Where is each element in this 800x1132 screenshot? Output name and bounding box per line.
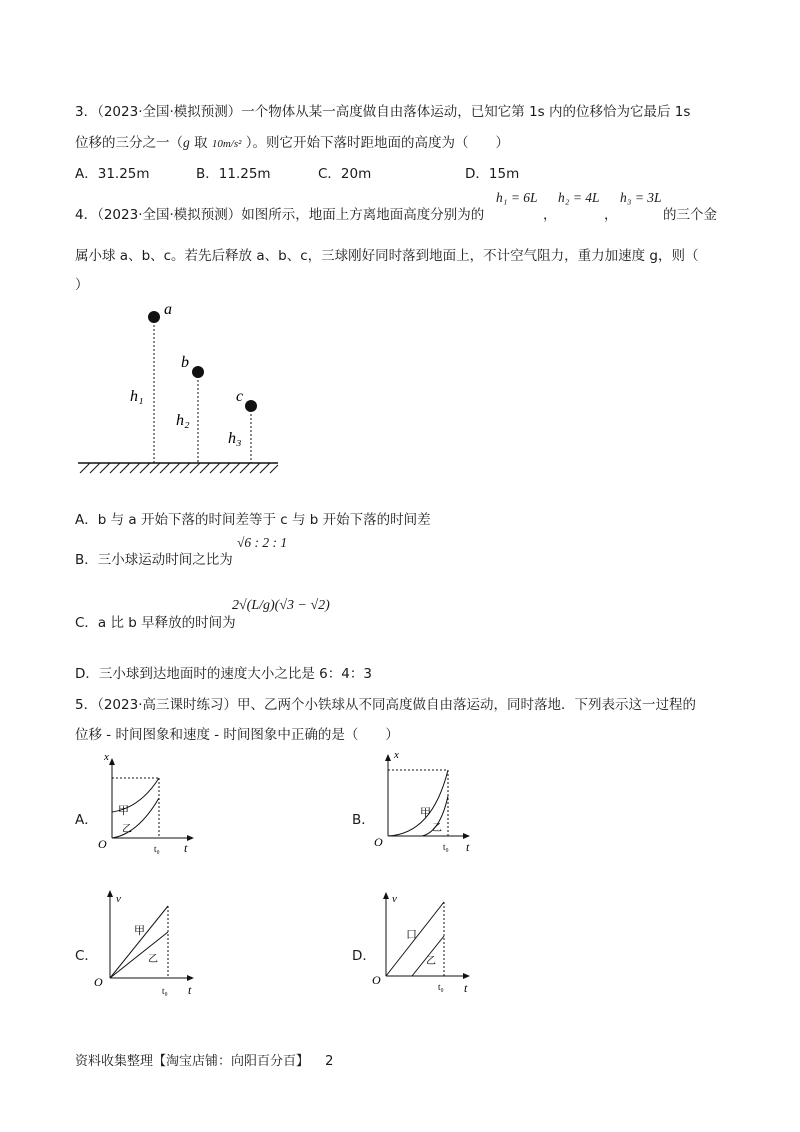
series-jia-label: 甲 (420, 807, 431, 819)
q4-option-a: A．b 与 a 开始下落的时间差等于 c 与 b 开始下落的时间差 (75, 512, 431, 528)
q5-line2: 位移 - 时间图象和速度 - 时间图象中正确的是（ ） (75, 727, 399, 743)
page-number: 2 (325, 1054, 334, 1069)
q3-option-a: A．31.25m (75, 166, 150, 182)
ball-a (148, 311, 160, 323)
series-jia-label: 甲 (134, 925, 145, 937)
t0-label: t₀ (154, 844, 160, 854)
q3-option-d: D．15m (465, 166, 520, 182)
t0-label: t₀ (443, 842, 449, 852)
y-label: v (392, 893, 397, 905)
label-h2: h₂ (176, 412, 190, 429)
x-arrow (463, 973, 470, 979)
q3-line1: 3．（2023·全国·模拟预测）一个物体从某一高度做自由落体运动，已知它第 1s 内的位移恰为它最后 1s (75, 104, 691, 120)
y-arrow (107, 890, 113, 897)
t0-label: t₀ (162, 986, 168, 996)
t0-label: t₀ (438, 982, 444, 992)
q5-option-c-label: C． (75, 948, 98, 964)
y-label: v (116, 893, 121, 905)
ball-c (245, 400, 257, 412)
origin-label: O (98, 837, 107, 851)
q4-line1b: 的三个金 (663, 207, 717, 223)
q4-line1: 4．（2023·全国·模拟预测）如图所示，地面上方离地面高度分别为的 (75, 207, 485, 223)
line-yi (110, 932, 168, 978)
series-yi-label: 乙 (122, 824, 132, 835)
y-arrow (385, 754, 391, 761)
x-arrow (187, 835, 194, 841)
y-arrow (109, 758, 115, 765)
q4-line2: 属小球 a、b、c。若先后释放 a、b、c，三球刚好同时落到地面上，不计空气阻力，重力加速度 g，则（ (75, 248, 699, 264)
x-arrow (187, 975, 194, 981)
x-label: t (466, 840, 470, 854)
q3-line2: 位移的三分之一（g 取 10m/s² ）。则它开始下落时距地面的高度为（ ） (75, 135, 509, 151)
q5-line1: 5．（2023·高三课时练习）甲、乙两个小铁球从不同高度做自由落运动，同时落地．下列表示这一过程的 (75, 697, 696, 713)
x-label: t (188, 983, 192, 997)
x-arrow (463, 833, 470, 839)
q5-graph-b (370, 746, 480, 856)
q4-sep1: ， (543, 207, 557, 223)
q4-option-b: B．三小球运动时间之比为 (75, 552, 233, 568)
x-label: t (184, 841, 188, 855)
series-jia-label: 口 (406, 929, 417, 941)
ground-hatch (80, 463, 278, 473)
label-h1: h₁ (130, 388, 144, 405)
y-arrow (383, 892, 389, 899)
origin-label: O (372, 973, 381, 987)
q5-option-b-label: B． (352, 812, 375, 828)
x-label: t (464, 981, 468, 995)
q4-h2: h₂ = 4L (558, 190, 600, 205)
origin-label: O (374, 835, 383, 849)
footer (75, 1050, 333, 1069)
q5-option-d-label: D． (352, 948, 376, 964)
q4-h1: h₁ = 6L (496, 190, 538, 205)
line-jia (110, 906, 168, 978)
q5-option-a-label: A． (75, 812, 98, 828)
q4-option-b-math: √6 : 2 : 1 (237, 535, 288, 550)
q4-figure (70, 295, 290, 485)
label-a: a (164, 301, 172, 318)
y-label: x (394, 749, 399, 761)
q3-option-c: C．20m (318, 166, 372, 182)
series-yi-label: 乙 (432, 823, 442, 834)
series-yi-label: 乙 (148, 954, 158, 965)
footer-text: 资料收集整理【淘宝店铺：向阳百分百】 (75, 1054, 310, 1069)
q4-h3: h₃ = 3L (620, 190, 662, 205)
q4-option-c-math: 2√(L/g)(√3 − √2) (232, 598, 330, 613)
ball-b (192, 366, 204, 378)
curve-yi (112, 798, 159, 838)
origin-label: O (94, 975, 103, 989)
q3-option-b: B．11.25m (196, 166, 271, 182)
q5-graph-c (88, 882, 203, 997)
q4-option-d: D．三小球到达地面时的速度大小之比是 6：4：3 (75, 666, 372, 682)
label-c: c (236, 388, 244, 405)
label-b: b (181, 354, 189, 371)
series-jia-label: 甲 (118, 805, 129, 817)
q5-graph-d (368, 884, 483, 996)
series-yi-label: 乙 (426, 956, 436, 967)
y-label: x (104, 751, 109, 763)
q4-line3: ） (75, 277, 89, 293)
q4-option-c: C．a 比 b 早释放的时间为 (75, 615, 236, 631)
q5-graph-a (90, 750, 200, 855)
label-h3: h₃ (228, 430, 242, 447)
q4-sep2: ， (604, 207, 618, 223)
